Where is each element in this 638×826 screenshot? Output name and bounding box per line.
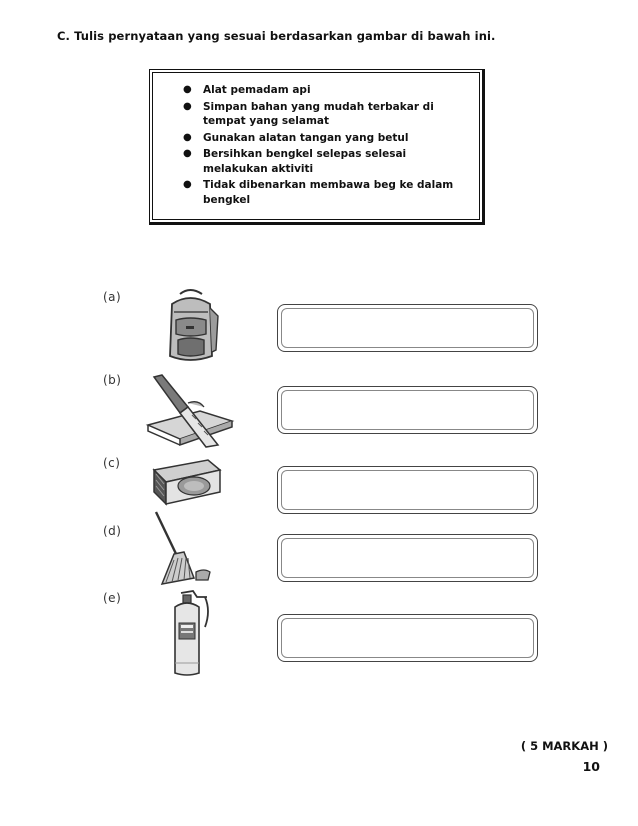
statement-box [152,72,480,220]
backpack-icon [158,286,222,368]
marks-label: ( 5 MARKAH ) [520,739,608,753]
statement-item: ● Gunakan alatan tangan yang betul [183,131,409,144]
bullet-icon: ● [183,100,192,112]
statement-item: ● Tidak dibenarkan membawa beg ke dalam bengkel [183,179,454,206]
bullet-icon: ● [183,84,192,95]
bullet-icon: ● [183,179,192,190]
bullet-icon: ● [183,131,192,143]
item-label-e: (e) [103,591,122,605]
answer-box-d[interactable] [277,534,538,582]
statement-item: ● Simpan bahan yang mudah terbakar di tempat yang selamat [183,100,434,127]
answer-box-e[interactable] [277,614,538,662]
bullet-icon: ● [183,148,192,159]
broom-and-dustpan-icon [150,510,214,590]
page-number: 10 [582,759,600,774]
answer-box-c[interactable] [277,466,538,514]
saw-cutting-wood-icon [140,373,240,451]
matchbox-icon [150,456,224,508]
statement-item: ● Bersihkan bengkel selepas selesai melakukan aktiviti [183,148,407,175]
item-label-b: (b) [103,373,122,387]
answer-box-a[interactable] [277,304,538,352]
statement-list [163,83,467,207]
answer-box-b[interactable] [277,386,538,434]
item-label-a: (a) [103,290,122,304]
item-label-c: (c) [103,456,121,470]
question-instruction: C. Tulis pernyataan yang sesuai berdasarkan gambar di bawah ini. [57,29,496,43]
statement-item: ● Alat pemadam api [183,84,311,96]
item-label-d: (d) [103,524,122,538]
fire-extinguisher-icon [163,587,213,679]
